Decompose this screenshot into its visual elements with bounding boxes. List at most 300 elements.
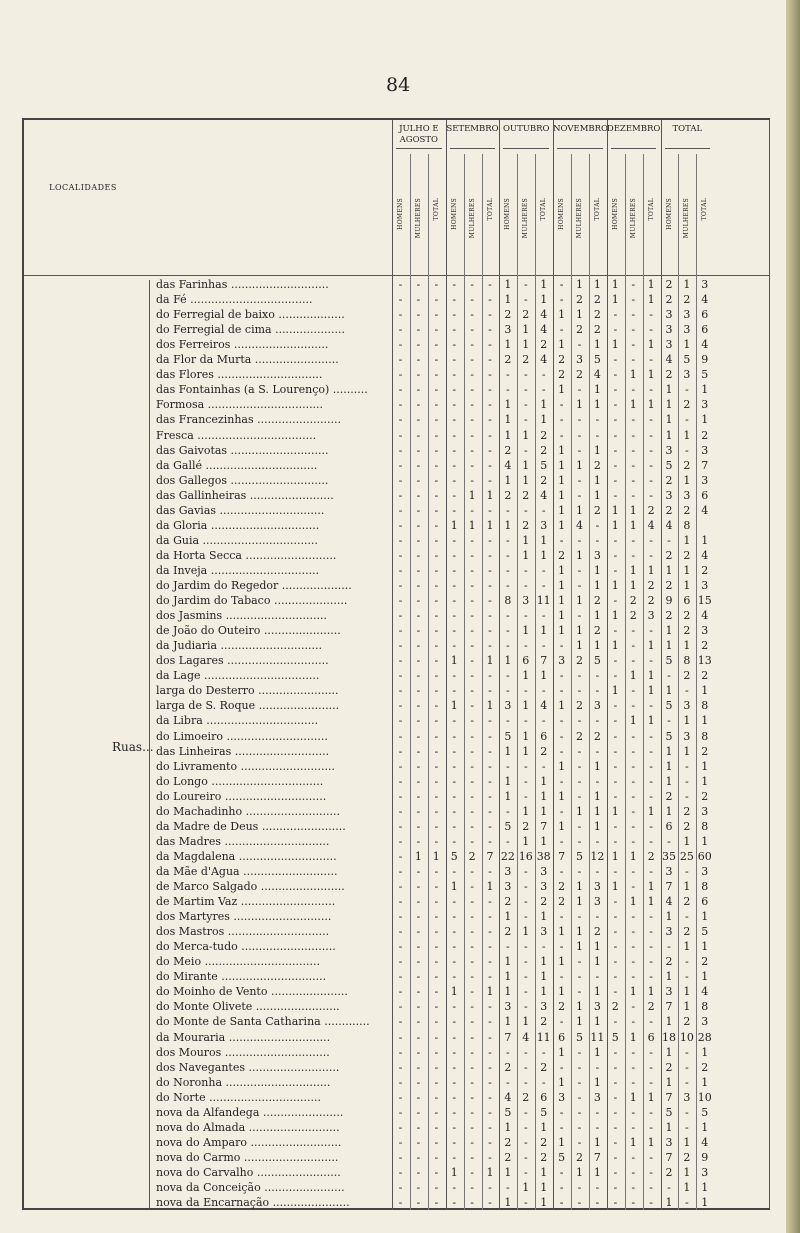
row-cell: 4 xyxy=(593,368,601,382)
row-cell: - xyxy=(398,458,403,472)
table-row xyxy=(24,383,770,396)
row-cell: - xyxy=(434,1165,439,1179)
row-cell: 4 xyxy=(665,353,673,367)
row-cell: 1 xyxy=(683,563,691,577)
row-cell: - xyxy=(434,1030,439,1044)
group-underline-5 xyxy=(665,148,711,149)
group-underline-0 xyxy=(396,148,442,149)
row-cell: - xyxy=(416,774,421,788)
table-row xyxy=(24,353,770,366)
row-cell: 2 xyxy=(576,699,583,713)
row-cell: - xyxy=(398,985,403,999)
row-cell: - xyxy=(631,699,636,713)
row-cell: 1 xyxy=(522,338,530,352)
row-cell: 1 xyxy=(558,1075,566,1089)
row-cell: 1 xyxy=(647,398,655,412)
row-cell: - xyxy=(398,548,403,562)
row-cell: 9 xyxy=(701,353,709,367)
group-underline-2 xyxy=(503,148,549,149)
row-cell: - xyxy=(577,910,582,924)
row-cell: - xyxy=(649,473,653,487)
row-cell: 3 xyxy=(593,1000,601,1014)
row-cell: 2 xyxy=(665,293,673,307)
row-cell: - xyxy=(559,293,564,307)
row-cell: 1 xyxy=(701,970,709,984)
row-cell: - xyxy=(398,278,403,291)
row-name: do Longo ................................ xyxy=(156,774,324,788)
row-cell: - xyxy=(470,533,474,547)
row-cell: - xyxy=(434,940,439,954)
row-cell: - xyxy=(506,368,510,382)
row-cell: - xyxy=(488,789,492,803)
row-cell: 1 xyxy=(558,488,566,502)
row-cell: 3 xyxy=(540,864,548,878)
row-cell: 1 xyxy=(629,518,637,532)
row-cell: - xyxy=(613,428,618,442)
row-cell: 2 xyxy=(540,338,548,352)
row-cell: - xyxy=(613,308,618,322)
row-cell: - xyxy=(595,834,600,848)
row-cell: - xyxy=(398,308,403,322)
row-name: das Madres .............................. xyxy=(156,834,330,848)
row-cell: 16 xyxy=(518,849,533,863)
row-cell: - xyxy=(416,955,421,969)
ruas-label: Ruas... xyxy=(112,740,154,754)
table-row xyxy=(24,549,770,562)
row-cell: - xyxy=(398,443,403,457)
row-cell: 3 xyxy=(593,880,601,893)
row-cell: 1 xyxy=(665,563,673,577)
row-cell: 8 xyxy=(701,880,709,893)
row-cell: - xyxy=(416,925,421,939)
row-cell: - xyxy=(523,955,528,969)
row-cell: - xyxy=(685,1060,689,1074)
row-cell: - xyxy=(649,1060,653,1074)
table-row xyxy=(24,865,770,878)
row-cell: 1 xyxy=(593,789,601,803)
row-cell: - xyxy=(470,503,474,517)
row-cell: - xyxy=(488,714,492,728)
row-cell: - xyxy=(595,684,600,698)
row-cell: 1 xyxy=(558,458,566,472)
row-cell: - xyxy=(488,308,492,322)
row-cell: - xyxy=(523,714,528,728)
table-row xyxy=(24,564,770,577)
row-cell: - xyxy=(434,714,439,728)
row-cell: - xyxy=(398,1015,403,1029)
row-cell: - xyxy=(470,654,474,668)
row-cell: 1 xyxy=(629,368,637,382)
row-cell: 2 xyxy=(647,849,655,863)
row-cell: - xyxy=(523,1105,528,1119)
row-cell: 2 xyxy=(540,1150,548,1164)
row-cell: 1 xyxy=(504,428,512,442)
row-cell: 2 xyxy=(593,293,601,307)
row-cell: - xyxy=(398,895,403,909)
row-cell: 8 xyxy=(683,654,691,668)
row-cell: - xyxy=(416,1135,421,1149)
row-cell: - xyxy=(416,579,421,592)
row-cell: - xyxy=(434,774,439,788)
row-cell: - xyxy=(470,323,474,337)
row-cell: 1 xyxy=(522,925,530,939)
row-cell: - xyxy=(470,1105,474,1119)
row-cell: - xyxy=(613,1015,618,1029)
row-cell: 2 xyxy=(593,594,601,608)
table-row xyxy=(24,1136,770,1149)
row-cell: - xyxy=(434,323,439,337)
table-row xyxy=(24,1151,770,1164)
row-name: do Ferregial de baixo ................... xyxy=(156,308,345,322)
row-cell: 1 xyxy=(504,398,512,412)
row-cell: - xyxy=(398,323,403,337)
table-row xyxy=(24,1196,770,1209)
table-row xyxy=(24,760,770,773)
row-cell: 1 xyxy=(558,563,566,577)
row-cell: 2 xyxy=(558,895,566,909)
row-cell: - xyxy=(434,368,439,382)
row-cell: - xyxy=(559,1165,564,1179)
table-row xyxy=(24,398,770,411)
row-cell: - xyxy=(434,518,439,532)
row-cell: - xyxy=(416,413,421,427)
row-cell: - xyxy=(613,1090,618,1104)
row-cell: 3 xyxy=(593,1090,601,1104)
row-cell: - xyxy=(523,1135,528,1149)
row-cell: - xyxy=(685,910,689,924)
row-cell: - xyxy=(649,940,653,954)
row-cell: - xyxy=(488,1196,492,1210)
row-cell: 1 xyxy=(611,684,619,698)
row-name: da Libra ................................ xyxy=(156,714,319,728)
row-cell: - xyxy=(523,368,528,382)
subheader-2-0: HOMENS xyxy=(504,198,512,230)
row-cell: - xyxy=(595,774,600,788)
row-cell: - xyxy=(613,1165,618,1179)
row-cell: - xyxy=(470,1030,474,1044)
row-cell: - xyxy=(631,353,636,367)
row-cell: - xyxy=(559,729,564,743)
row-cell: - xyxy=(470,338,474,352)
row-cell: 1 xyxy=(611,804,619,818)
row-cell: - xyxy=(434,729,439,743)
row-cell: 5 xyxy=(576,1030,583,1044)
table-row xyxy=(24,278,770,291)
row-cell: 1 xyxy=(611,518,619,532)
row-cell: - xyxy=(434,413,439,427)
row-cell: - xyxy=(631,308,636,322)
table-row xyxy=(24,684,770,697)
row-cell: - xyxy=(613,458,618,472)
row-cell: - xyxy=(398,563,403,577)
row-cell: 7 xyxy=(540,654,548,668)
row-cell: 1 xyxy=(665,774,673,788)
row-cell: - xyxy=(434,398,439,412)
row-name: Fresca .................................. xyxy=(156,428,317,442)
row-cell: - xyxy=(685,759,689,773)
row-cell: 3 xyxy=(558,1090,566,1104)
row-cell: 3 xyxy=(504,699,512,713)
row-cell: - xyxy=(434,428,439,442)
row-cell: 1 xyxy=(558,1135,566,1149)
row-cell: 1 xyxy=(611,609,619,623)
row-cell: - xyxy=(452,533,457,547)
group-underline-1 xyxy=(450,148,496,149)
row-cell: 1 xyxy=(558,473,566,487)
row-cell: - xyxy=(523,940,528,954)
row-cell: 3 xyxy=(665,338,673,352)
row-cell: - xyxy=(631,1105,636,1119)
row-cell: - xyxy=(506,669,510,683)
row-cell: - xyxy=(577,1120,582,1134)
subheader-1-1: MULHERES xyxy=(468,198,476,239)
row-cell: 1 xyxy=(558,925,566,939)
row-cell: - xyxy=(649,729,653,743)
row-cell: 1 xyxy=(683,940,691,954)
row-cell: - xyxy=(685,383,689,397)
table-row xyxy=(24,880,770,893)
row-cell: - xyxy=(559,834,564,848)
row-cell: - xyxy=(434,563,439,577)
row-cell: - xyxy=(416,293,421,307)
row-name: do Limoeiro ............................. xyxy=(156,729,328,743)
row-cell: - xyxy=(559,639,564,653)
row-cell: - xyxy=(631,880,636,893)
row-cell: - xyxy=(470,1045,474,1059)
row-cell: - xyxy=(452,278,457,291)
row-cell: 2 xyxy=(701,428,709,442)
row-cell: 3 xyxy=(701,579,709,592)
row-cell: 1 xyxy=(540,293,548,307)
row-cell: - xyxy=(452,910,457,924)
row-cell: 3 xyxy=(665,323,673,337)
row-cell: 1 xyxy=(629,563,637,577)
row-cell: - xyxy=(559,744,564,758)
row-cell: - xyxy=(649,443,653,457)
row-cell: - xyxy=(434,1075,439,1089)
row-cell: - xyxy=(416,880,421,893)
row-cell: 1 xyxy=(558,624,566,638)
row-cell: - xyxy=(416,744,421,758)
row-cell: - xyxy=(685,774,689,788)
row-cell: - xyxy=(398,503,403,517)
row-cell: - xyxy=(685,955,689,969)
row-cell: 8 xyxy=(683,518,691,532)
row-cell: - xyxy=(631,774,636,788)
row-cell: 5 xyxy=(504,729,512,743)
row-cell: 3 xyxy=(683,308,691,322)
row-cell: 1 xyxy=(576,639,583,653)
row-cell: - xyxy=(577,1075,582,1089)
row-cell: - xyxy=(541,383,546,397)
row-cell: - xyxy=(470,789,474,803)
row-cell: 1 xyxy=(522,624,530,638)
row-name: da Guia ................................. xyxy=(156,533,318,547)
row-cell: 1 xyxy=(576,398,583,412)
row-cell: 1 xyxy=(593,488,601,502)
row-cell: - xyxy=(613,594,618,608)
row-cell: - xyxy=(470,714,474,728)
row-cell: - xyxy=(613,533,618,547)
row-cell: 1 xyxy=(647,1135,655,1149)
row-cell: - xyxy=(613,624,618,638)
row-cell: - xyxy=(595,744,600,758)
subheader-4-2: TOTAL xyxy=(647,198,655,221)
row-cell: 5 xyxy=(558,1150,566,1164)
row-name: do Jardim do Tabaco ..................... xyxy=(156,594,348,608)
row-cell: 3 xyxy=(558,654,566,668)
row-cell: 3 xyxy=(683,323,691,337)
row-cell: - xyxy=(649,774,653,788)
row-cell: 1 xyxy=(450,880,458,893)
row-cell: 1 xyxy=(611,849,619,863)
row-cell: - xyxy=(488,1090,492,1104)
row-cell: 5 xyxy=(665,458,673,472)
table-row xyxy=(24,850,770,863)
row-cell: 1 xyxy=(665,1015,673,1029)
row-cell: 1 xyxy=(540,1165,548,1179)
row-cell: - xyxy=(470,910,474,924)
table-row xyxy=(24,519,770,532)
row-cell: - xyxy=(434,353,439,367)
row-cell: 1 xyxy=(576,880,583,893)
row-cell: - xyxy=(452,789,457,803)
row-cell: - xyxy=(631,910,636,924)
row-cell: - xyxy=(631,473,636,487)
row-cell: - xyxy=(416,654,421,668)
row-cell: - xyxy=(470,1181,474,1194)
row-cell: 1 xyxy=(558,759,566,773)
row-cell: 2 xyxy=(683,609,691,623)
row-cell: - xyxy=(649,759,653,773)
table-row xyxy=(24,1076,770,1089)
row-cell: 1 xyxy=(576,1000,583,1014)
row-cell: 2 xyxy=(683,624,691,638)
row-cell: - xyxy=(523,970,528,984)
row-cell: 4 xyxy=(540,308,548,322)
row-cell: 2 xyxy=(683,804,691,818)
row-cell: - xyxy=(416,563,421,577)
row-cell: - xyxy=(434,1181,439,1194)
row-cell: - xyxy=(416,759,421,773)
row-cell: 1 xyxy=(611,579,619,592)
row-cell: - xyxy=(434,834,439,848)
row-cell: - xyxy=(649,819,653,833)
row-cell: - xyxy=(470,308,474,322)
row-cell: - xyxy=(559,910,564,924)
row-cell: 1 xyxy=(540,278,548,291)
row-cell: - xyxy=(398,1030,403,1044)
row-cell: - xyxy=(470,925,474,939)
row-cell: - xyxy=(506,1045,510,1059)
row-cell: - xyxy=(416,518,421,532)
table-row xyxy=(24,835,770,848)
row-cell: - xyxy=(559,940,564,954)
group-underline-3 xyxy=(557,148,603,149)
row-cell: 2 xyxy=(540,895,548,909)
row-cell: 1 xyxy=(647,714,655,728)
row-name: dos Ferreiros ........................... xyxy=(156,338,329,352)
row-cell: 1 xyxy=(593,1135,601,1149)
row-cell: - xyxy=(398,819,403,833)
row-cell: 3 xyxy=(701,278,709,291)
group-header-3: NOVEMBRO xyxy=(553,124,609,134)
row-cell: 2 xyxy=(576,729,583,743)
row-cell: - xyxy=(595,669,600,683)
row-name: da Mãe d'Agua ........................... xyxy=(156,864,338,878)
row-cell: 3 xyxy=(593,895,601,909)
row-cell: 2 xyxy=(540,744,548,758)
row-cell: 4 xyxy=(576,518,583,532)
row-cell: - xyxy=(470,940,474,954)
subheader-1-0: HOMENS xyxy=(450,198,458,230)
row-cell: 1 xyxy=(593,338,601,352)
row-cell: 1 xyxy=(665,1075,673,1089)
row-cell: - xyxy=(559,1105,564,1119)
row-cell: - xyxy=(470,1000,474,1014)
row-cell: - xyxy=(488,548,492,562)
row-cell: - xyxy=(649,428,653,442)
row-cell: 1 xyxy=(558,443,566,457)
row-cell: - xyxy=(523,1000,528,1014)
row-name: do Ferregial de cima .................... xyxy=(156,323,346,337)
row-cell: 1 xyxy=(701,940,709,954)
row-cell: - xyxy=(631,548,636,562)
row-cell: - xyxy=(649,864,653,878)
row-cell: - xyxy=(452,413,457,427)
row-cell: - xyxy=(613,1120,618,1134)
row-cell: - xyxy=(649,413,653,427)
row-cell: 1 xyxy=(647,1090,655,1104)
row-cell: - xyxy=(452,834,457,848)
row-cell: - xyxy=(452,488,457,502)
row-cell: - xyxy=(434,669,439,683)
row-cell: 2 xyxy=(593,323,601,337)
row-cell: - xyxy=(470,293,474,307)
row-cell: - xyxy=(434,548,439,562)
row-cell: - xyxy=(470,744,474,758)
row-cell: 18 xyxy=(662,1030,676,1044)
row-cell: 1 xyxy=(665,759,673,773)
row-cell: - xyxy=(488,804,492,818)
row-cell: - xyxy=(577,834,582,848)
row-cell: 1 xyxy=(540,834,548,848)
row-cell: - xyxy=(613,443,618,457)
row-cell: 1 xyxy=(701,533,709,547)
row-cell: - xyxy=(488,744,492,758)
row-cell: - xyxy=(523,398,528,412)
row-cell: - xyxy=(649,1150,653,1164)
table-row xyxy=(24,474,770,487)
row-cell: 1 xyxy=(665,413,673,427)
row-cell: - xyxy=(398,639,403,653)
row-cell: - xyxy=(506,940,510,954)
table-row xyxy=(24,1015,770,1028)
row-cell: - xyxy=(631,413,636,427)
row-cell: - xyxy=(631,639,636,653)
row-name: da Gloria ............................... xyxy=(156,518,320,532)
row-cell: - xyxy=(452,308,457,322)
row-cell: 2 xyxy=(540,443,548,457)
row-cell: 1 xyxy=(576,458,583,472)
row-cell: 1 xyxy=(647,293,655,307)
row-cell: - xyxy=(488,624,492,638)
row-cell: - xyxy=(649,789,653,803)
row-cell: - xyxy=(398,413,403,427)
row-cell: - xyxy=(613,970,618,984)
row-cell: - xyxy=(452,624,457,638)
row-cell: 2 xyxy=(683,669,691,683)
